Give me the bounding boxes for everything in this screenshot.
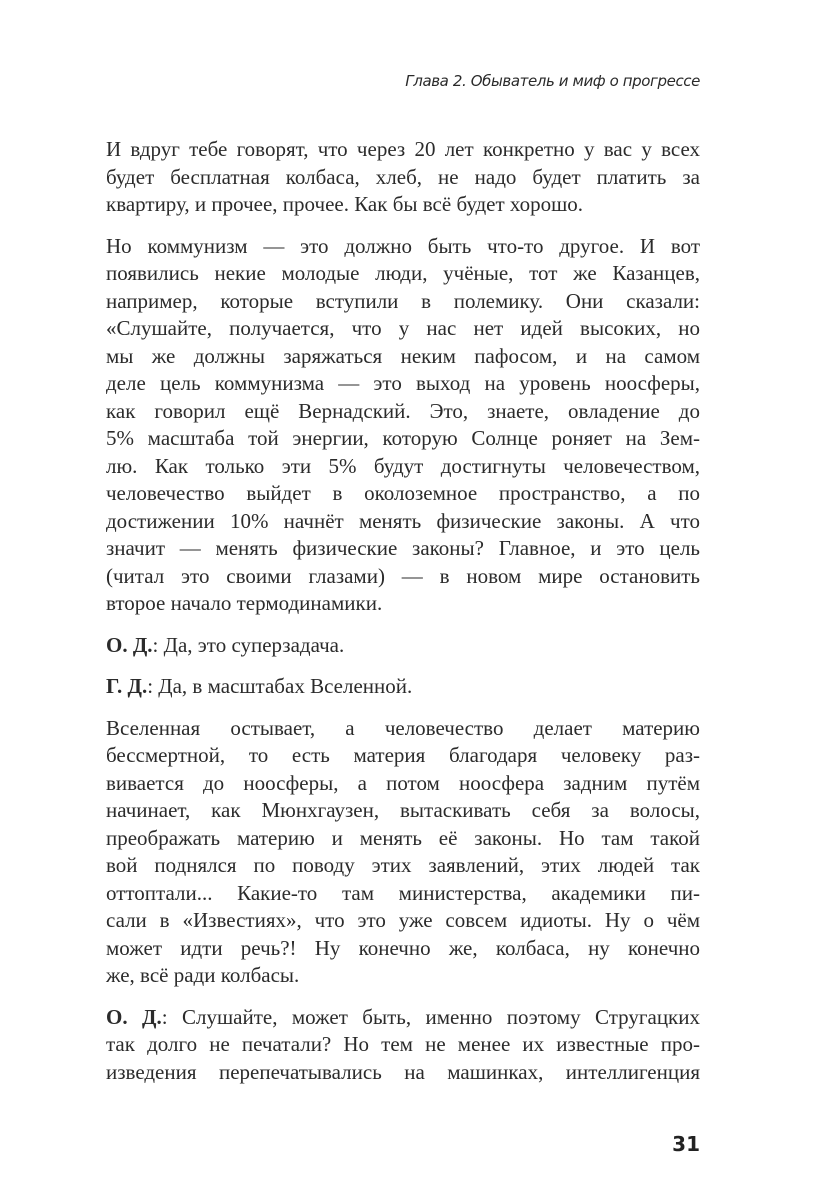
line-text: может идти речь?! Ну конечно же, колбаса, ну конечно: [106, 935, 700, 960]
text-line: [106, 590, 700, 618]
running-header: Глава 2. Обыватель и миф о прогрессе: [405, 72, 700, 90]
line-text: достижении 10% начнёт менять физические законы. А что: [106, 508, 700, 533]
text-line: [106, 1004, 700, 1032]
line-text: сали в «Известиях», что это уже совсем идиоты. Ну о чём: [106, 908, 700, 932]
line-text: бессмертной, то есть материя благодаря человеку раз-: [106, 743, 700, 767]
text-line: [106, 164, 700, 192]
text-line: [106, 825, 700, 853]
line-text: оттоптали... Какие-то там министерства, академики пи-: [106, 880, 700, 905]
text-line: [106, 770, 700, 798]
text-line: [106, 935, 700, 963]
line-text: изведения перепечатывались на машинках, интеллигенция: [106, 1059, 700, 1084]
line-text: значит — менять физические законы? Главное, и это цель: [106, 536, 700, 560]
text-line: [106, 715, 700, 743]
text-line: [106, 288, 700, 316]
speaker-label: О. Д.: [106, 1004, 162, 1029]
line-text: начинает, как Мюнхгаузен, вытаскивать себя за волосы,: [106, 798, 700, 822]
text-line: [106, 880, 700, 908]
text-line: [106, 563, 700, 591]
line-text: квартиру, и прочее, прочее. Как бы всё будет хорошо.: [106, 192, 584, 216]
line-text: будет бесплатная колбаса, хлеб, не надо будет платить за: [106, 164, 700, 189]
text-line: [106, 673, 700, 701]
text-line: [106, 136, 700, 164]
text-line: [106, 398, 700, 426]
line-text: так долго не печатали? Но тем не менее их известные про-: [106, 1032, 700, 1056]
text-line: [106, 1059, 700, 1087]
line-text: Вселенная остывает, а человечество делает материю: [106, 715, 700, 740]
text-line: [106, 742, 700, 770]
line-text: появились некие молодые люди, учёные, тот же Казанцев,: [106, 261, 700, 285]
text-line: [106, 370, 700, 398]
line-text: Но коммунизм — это должно быть что-то другое. И вот: [106, 233, 700, 258]
line-text: вивается до ноосферы, а потом ноосфера задним путём: [106, 770, 700, 795]
line-text: : Да, это суперзадача.: [152, 632, 345, 657]
line-text: : Слушайте, может быть, именно поэтому Стругацких: [161, 1004, 700, 1029]
text-line: [106, 1031, 700, 1059]
text-line: [106, 632, 700, 660]
text-line: [106, 425, 700, 453]
line-text: например, которые вступили в полемику. Они сказали:: [106, 288, 700, 313]
text-line: [106, 535, 700, 563]
dialogue-paragraph: [106, 673, 700, 701]
line-text: (читал это своими глазами) — в новом мире остановить: [106, 563, 700, 588]
line-text: второе начало термодинамики.: [106, 591, 383, 615]
text-line: [106, 852, 700, 880]
line-text: как говорил ещё Вернадский. Это, знаете, овладение до: [106, 398, 700, 423]
text-line: [106, 191, 700, 219]
line-text: мы же должны заряжаться неким пафосом, и на самом: [106, 343, 700, 368]
text-line: [106, 260, 700, 288]
speaker-label: О. Д.: [106, 632, 153, 657]
dialogue-paragraph: [106, 632, 700, 660]
text-line: [106, 453, 700, 481]
text-line: [106, 797, 700, 825]
paragraph: [106, 715, 700, 990]
paragraph: [106, 136, 700, 219]
speaker-label: Г. Д.: [106, 674, 148, 698]
text-line: [106, 907, 700, 935]
text-line: [106, 343, 700, 371]
line-text: 5% масштаба той энергии, которую Солнце роняет на Зем-: [106, 426, 700, 450]
text-line: [106, 233, 700, 261]
text-line: [106, 315, 700, 343]
line-text: деле цель коммунизма — это выход на уровень ноосферы,: [106, 371, 700, 395]
line-text: : Да, в масштабах Вселенной.: [147, 674, 413, 698]
dialogue-paragraph: [106, 1004, 700, 1087]
line-text: вой поднялся по поводу этих заявлений, этих людей так: [106, 853, 700, 877]
paragraph: [106, 233, 700, 618]
line-text: лю. Как только эти 5% будут достигнуты человечеством,: [106, 453, 700, 478]
line-text: преображать материю и менять её законы. Но там такой: [106, 825, 700, 850]
page-body-text: [106, 136, 700, 1100]
line-text: человечество выйдет в околоземное пространство, а по: [106, 481, 700, 505]
line-text: «Слушайте, получается, что у нас нет идей высоких, но: [106, 316, 700, 340]
text-line: [106, 962, 700, 990]
line-text: И вдруг тебе говорят, что через 20 лет конкретно у вас у всех: [106, 137, 700, 161]
line-text: же, всё ради колбасы.: [106, 963, 300, 987]
text-line: [106, 480, 700, 508]
text-line: [106, 508, 700, 536]
page-number: 31: [672, 1132, 700, 1156]
